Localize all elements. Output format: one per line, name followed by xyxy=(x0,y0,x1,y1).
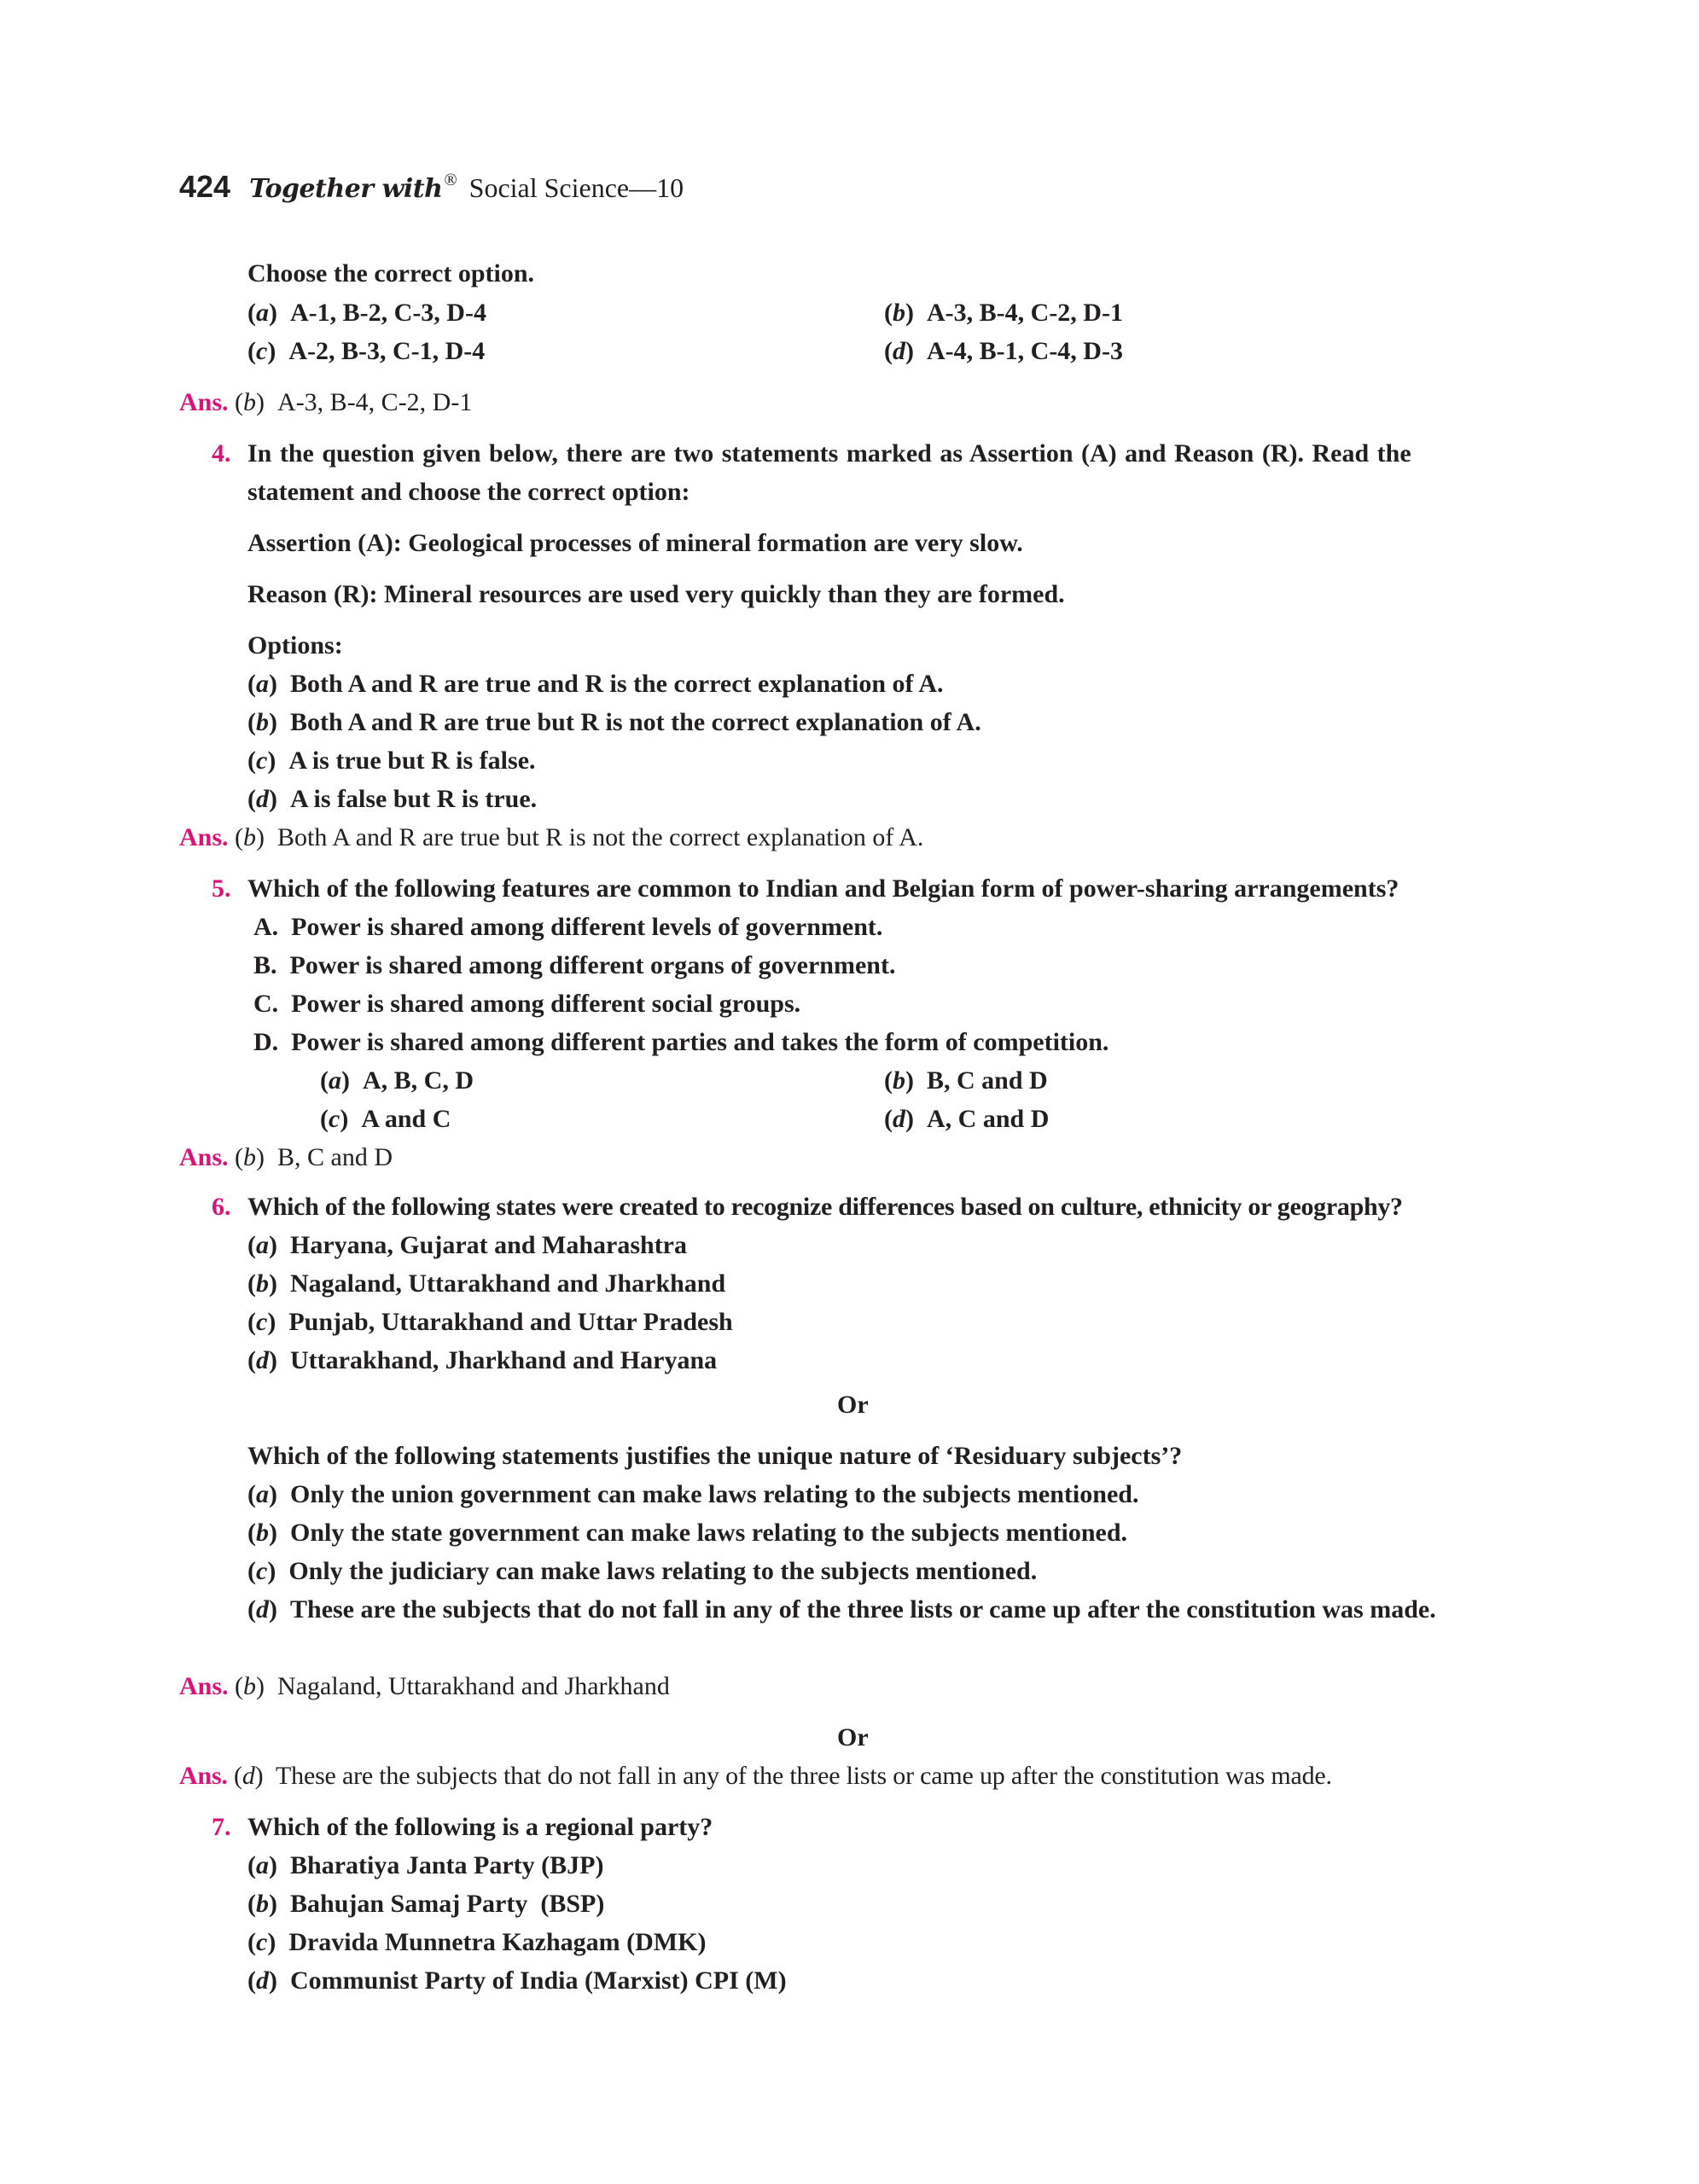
q4-reason: Reason (R): Mineral resources are used very quickly than they are formed. xyxy=(247,580,1065,608)
q3-option-b: (b) A-3, B-4, C-2, D-1 xyxy=(884,299,1123,327)
q7-option-c: (c) Dravida Munnetra Kazhagam (DMK) xyxy=(247,1928,707,1956)
q4-question-line2: statement and choose the correct option: xyxy=(247,478,690,506)
q7-option-d: (d) Communist Party of India (Marxist) CPI (M) xyxy=(247,1966,787,1995)
q7-question: Which of the following is a regional party? xyxy=(247,1813,713,1841)
q5-option-c: (c) A and C xyxy=(320,1105,451,1133)
q5-option-d: (d) A, C and D xyxy=(884,1105,1050,1133)
page-number: 424 xyxy=(179,169,231,204)
q3-answer: Ans. (b) A-3, B-4, C-2, D-1 xyxy=(179,388,473,416)
q6-answer: Ans. (b) Nagaland, Uttarakhand and Jharkhand xyxy=(179,1672,670,1700)
q6-or-divider: Or xyxy=(837,1391,869,1419)
q6-alt-question: Which of the following statements justifies the unique nature of ‘Residuary subjects’? xyxy=(247,1442,1183,1470)
q5-answer: Ans. (b) B, C and D xyxy=(179,1143,393,1171)
q4-number: 4. xyxy=(212,439,231,468)
q4-answer: Ans. (b) Both A and R are true but R is not the correct explanation of A. xyxy=(179,823,924,851)
q5-statement-d: D. Power is shared among different parties and takes the form of competition. xyxy=(253,1028,1109,1056)
q4-assertion: Assertion (A): Geological processes of mineral formation are very slow. xyxy=(247,529,1023,557)
q4-option-b: (b) Both A and R are true but R is not the correct explanation of A. xyxy=(247,708,981,736)
q5-statement-b: B. Power is shared among different organs of government. xyxy=(253,951,896,979)
q6-alt-option-d: (d) These are the subjects that do not fall in any of the three lists or came up after the constitution was made. xyxy=(247,1595,1436,1623)
q4-question-line1: In the question given below, there are two statements marked as Assertion (A) and Reason (R). Read the xyxy=(247,439,1411,468)
registered-mark: ® xyxy=(444,171,457,189)
q6-option-d: (d) Uttarakhand, Jharkhand and Haryana xyxy=(247,1346,718,1374)
brand-logo-text: Together with xyxy=(249,174,443,204)
book-title: Social Science—10 xyxy=(468,172,684,203)
q4-option-d: (d) A is false but R is true. xyxy=(247,785,538,813)
q4-option-a: (a) Both A and R are true and R is the correct explanation of A. xyxy=(247,670,944,698)
q5-statement-a: A. Power is shared among different levels of government. xyxy=(253,913,883,941)
q6-question: Which of the following states were created to recognize differences based on culture, ethnicity or geography? xyxy=(247,1193,1403,1221)
q6-option-c: (c) Punjab, Uttarakhand and Uttar Pradesh xyxy=(247,1308,733,1336)
q7-option-a: (a) Bharatiya Janta Party (BJP) xyxy=(247,1851,604,1879)
q3-option-c: (c) A-2, B-3, C-1, D-4 xyxy=(247,337,486,365)
q5-number: 5. xyxy=(212,874,231,903)
q3-prompt: Choose the correct option. xyxy=(247,259,535,288)
page-header xyxy=(179,169,684,220)
q3-option-a: (a) A-1, B-2, C-3, D-4 xyxy=(247,299,486,327)
q5-option-b: (b) B, C and D xyxy=(884,1066,1048,1095)
q4-options-heading: Options: xyxy=(247,631,343,659)
q6-option-a: (a) Haryana, Gujarat and Maharashtra xyxy=(247,1231,687,1259)
q4-option-c: (c) A is true but R is false. xyxy=(247,746,536,775)
q6-answer-or-divider: Or xyxy=(837,1723,869,1751)
q7-number: 7. xyxy=(212,1813,231,1841)
q3-option-d: (d) A-4, B-1, C-4, D-3 xyxy=(884,337,1123,365)
q6-option-b: (b) Nagaland, Uttarakhand and Jharkhand xyxy=(247,1269,726,1298)
q6-alt-answer: Ans. (d) These are the subjects that do not fall in any of the three lists or came up after the constitution was made. xyxy=(179,1762,1332,1790)
q6-alt-option-c: (c) Only the judiciary can make laws relating to the subjects mentioned. xyxy=(247,1557,1038,1585)
q5-statement-c: C. Power is shared among different social groups. xyxy=(253,990,801,1018)
q5-question: Which of the following features are common to Indian and Belgian form of power-sharing arrangements? xyxy=(247,874,1399,903)
q6-alt-option-a: (a) Only the union government can make laws relating to the subjects mentioned. xyxy=(247,1480,1139,1508)
q5-option-a: (a) A, B, C, D xyxy=(320,1066,474,1095)
q7-option-b: (b) Bahujan Samaj Party (BSP) xyxy=(247,1890,605,1918)
q6-alt-option-b: (b) Only the state government can make laws relating to the subjects mentioned. xyxy=(247,1519,1128,1547)
q6-number: 6. xyxy=(212,1193,231,1221)
